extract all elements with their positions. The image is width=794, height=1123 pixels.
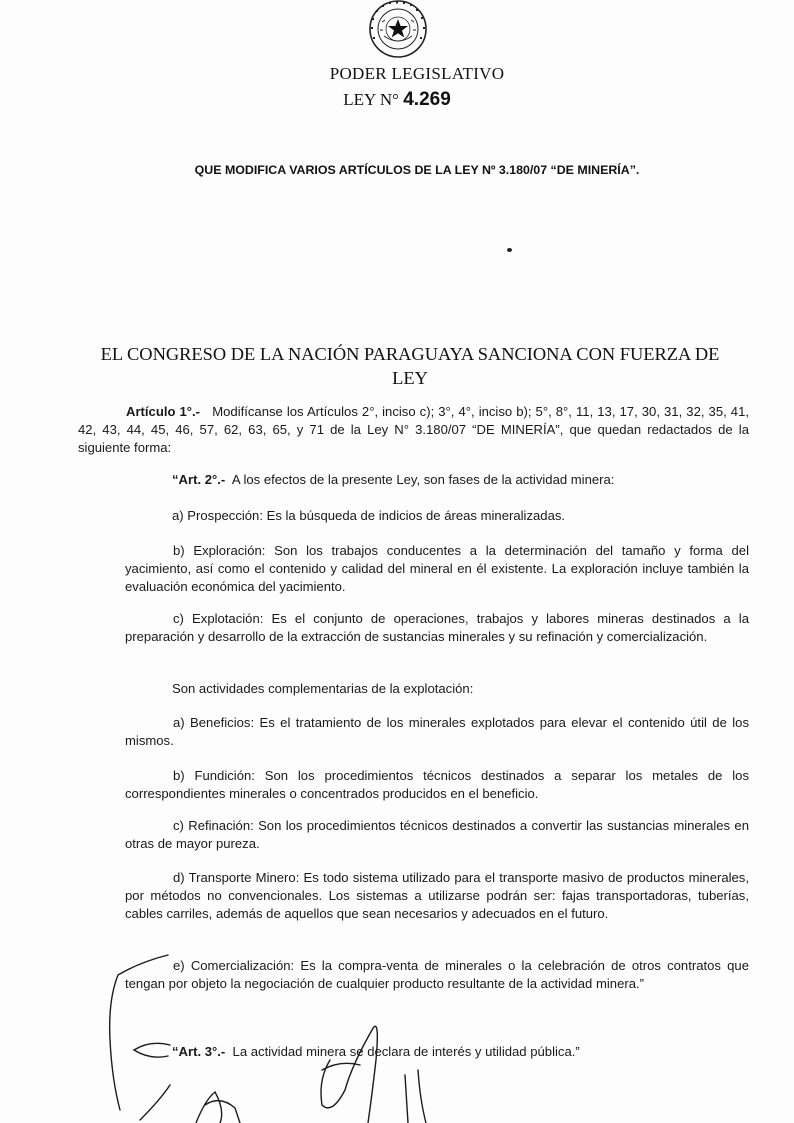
institution-title: PODER LEGISLATIVO xyxy=(329,64,505,83)
law-number-title xyxy=(0,89,794,111)
art-3 xyxy=(172,1043,732,1061)
art-2-comp-b: b) Fundición: Son los procedimientos técnicos destinados a separar los metales de los correspondientes minerales o concentrados producidos en el beneficio. xyxy=(125,768,749,801)
art-2-comp-e: e) Comercialización: Es la compra-venta de minerales o la celebración de otros contratos que tengan por objeto la negociación de cualquier producto resultante de la actividad minera.” xyxy=(125,958,749,991)
art-2-item-a: a) Prospección: Es la búsqueda de indicios de áreas mineralizadas. xyxy=(172,508,566,523)
article-1 xyxy=(78,403,749,457)
ink-dot xyxy=(507,248,512,252)
law-prefix: LEY N° xyxy=(343,90,399,109)
art-2-comp-a: a) Beneficios: Es el tratamiento de los minerales explotados para elevar el contenido útil de los mismos. xyxy=(125,715,749,748)
art-2-complementary: Son actividades complementarias de la explotación: xyxy=(172,681,474,696)
art-3-text: La actividad minera se declara de interés y utilidad pública.” xyxy=(232,1044,580,1059)
art-2-item-c: c) Explotación: Es el conjunto de operaciones, trabajos y labores mineras destinados a la preparación y desarrollo de la extracción de sustancias minerales y su refinación y comercialización. xyxy=(125,611,749,644)
article-1-text: Modifícanse los Artículos 2°, inciso c); 3°, 4°, inciso b); 5°, 8°, 11, 13, 17, 30, 31, 32, 35, 41, 42, 43, 44, 45, 46, 57, 62, 63, 65, y 71 de la Ley N° 3.180/07 “DE MINERÍA”, que quedan redactados de la siguiente forma: xyxy=(78,404,750,455)
art-3-label: “Art. 3°.- xyxy=(172,1044,226,1059)
art-2-comp-d: d) Transporte Minero: Es todo sistema utilizado para el transporte masivo de productos minerales, por métodos no convencionales. Los sistemas a utilizarse podrán ser: fajas transportadoras, tuberías, cables carriles, además de aquellos que sean necesarios y adecuados en el futuro. xyxy=(125,870,749,921)
law-subtitle: QUE MODIFICA VARIOS ARTÍCULOS DE LA LEY Nº 3.180/07 “DE MINERÍA”. xyxy=(194,163,640,177)
article-1-label: Artículo 1°.- xyxy=(126,404,201,419)
art-2-item-b: b) Exploración: Son los trabajos conducentes a la determinación del tamaño y forma del yacimiento, así como el contenido y calidad del mineral en él existente. La exploración incluye también la evaluación económica del yacimiento. xyxy=(125,543,749,594)
art-2-comp-c: c) Refinación: Son los procedimientos técnicos destinados a convertir las sustancias minerales en otras de mayor pureza. xyxy=(125,818,749,851)
art-2-label: “Art. 2°.- xyxy=(172,472,226,487)
art-2-intro xyxy=(172,471,732,489)
art-2-intro-text: A los efectos de la presente Ley, son fases de la actividad minera: xyxy=(231,472,615,487)
law-number: 4.269 xyxy=(403,89,451,110)
national-seal-icon xyxy=(358,0,438,60)
congress-heading-line2: LEY xyxy=(392,368,428,388)
congress-heading-line1: EL CONGRESO DE LA NACIÓN PARAGUAYA SANCIONA CON FUERZA DE xyxy=(100,344,720,364)
congress-sanction-heading xyxy=(70,342,750,390)
